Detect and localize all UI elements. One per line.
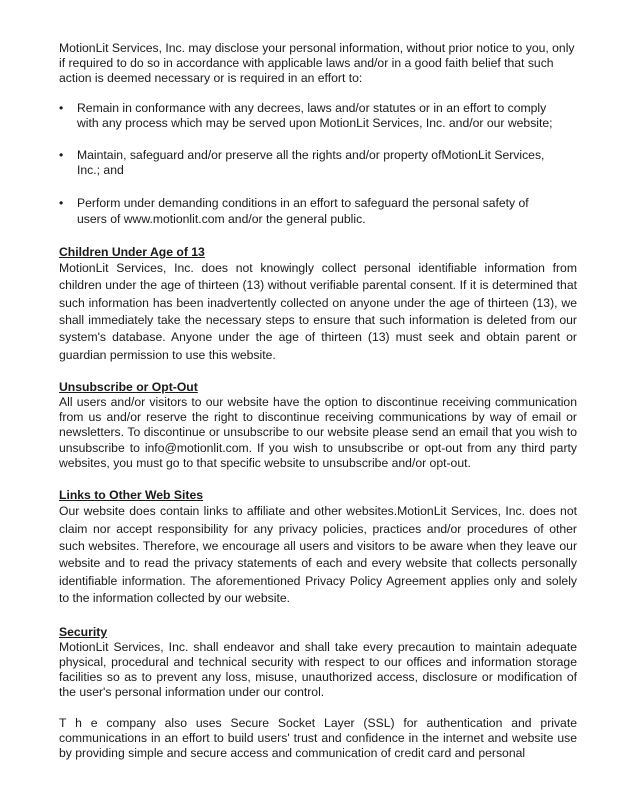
section-heading: Unsubscribe or Opt-Out bbox=[59, 379, 198, 394]
bullet-item bbox=[59, 101, 553, 131]
disclosure-bullet-list bbox=[59, 101, 577, 227]
section-body: MotionLit Services, Inc. does not knowingly collect personal identifiable information from children under the age of thirteen (13) without verifiable parental consent. If it is determined that such information has been inadvertently collected on anyone under the age of thirteen (13), we shall immediately take the necessary steps to ensure that such information is deleted from our system's database. Anyone under the age of thirteen (13) must seek and obtain parent or guardian permission to use this website. bbox=[59, 261, 577, 362]
bullet-text: Maintain, safeguard and/or preserve all the rights and/or property ofMotionLit Services, Inc.; and bbox=[77, 148, 545, 178]
section-security bbox=[59, 625, 577, 762]
section-unsubscribe bbox=[59, 380, 577, 471]
section-heading: Children Under Age of 13 bbox=[59, 244, 205, 259]
bullet-text: Perform under demanding conditions in an effort to safeguard the personal safety of users of www.motionlit.com and/or the general public. bbox=[77, 196, 529, 226]
section-body: Our website does contain links to affiliate and other websites.MotionLit Services, Inc. does not claim nor accept responsibility for any privacy policies, practices and/or procedures of other such websites. Therefore, we encourage all users and visitors to be aware when they leave our website and to read the privacy statements of each and every website that collects personally identifiable information. The aforementioned Privacy Policy Agreement applies only and solely to the information collected by our website. bbox=[59, 504, 577, 606]
section-children bbox=[59, 245, 577, 364]
bullet-marker: • bbox=[59, 148, 64, 163]
bullet-text: Remain in conformance with any decrees, laws and/or statutes or in an effort to comply with any process which may be served upon MotionLit Services, Inc. and/or our website; bbox=[77, 100, 553, 130]
section-heading: Security bbox=[59, 624, 108, 639]
bullet-item bbox=[59, 196, 553, 226]
intro-paragraph: MotionLit Services, Inc. may disclose your personal information, without prior notice to you, only if required to do so in accordance with applicable laws and/or in a good faith belief that such action is deemed necessary or is required in an effort to: bbox=[59, 41, 575, 86]
bullet-marker: • bbox=[59, 100, 64, 115]
document-page bbox=[59, 41, 577, 761]
bullet-item bbox=[59, 148, 553, 178]
section-links bbox=[59, 488, 577, 608]
bullet-marker: • bbox=[59, 196, 64, 211]
section-body: All users and/or visitors to our website have the option to discontinue receiving communication from us and/or reserve the right to discontinue receiving communications by way of email or newsletters. To discontinue or unsubscribe to our website please send an email that you wish to unsubscribe to info@motionlit.com. If you wish to unsubscribe or opt-out from any third party websites, you must go to that specific website to unsubscribe and/or opt-out. bbox=[59, 395, 577, 470]
section-heading: Links to Other Web Sites bbox=[59, 488, 204, 503]
section-body: MotionLit Services, Inc. shall endeavor and shall take every precaution to maintain adequate physical, procedural and technical security with respect to our offices and information storage facilities so as to prevent any loss, misuse, unauthorized access, disclosure or modification of the user's personal information under our control. bbox=[59, 639, 577, 700]
section-body-continued: T h e company also uses Secure Socket Layer (SSL) for authentication and private communications in an effort to build users' trust and confidence in the internet and website use by providing simple and secure access and communication of credit card and personal bbox=[59, 715, 577, 761]
